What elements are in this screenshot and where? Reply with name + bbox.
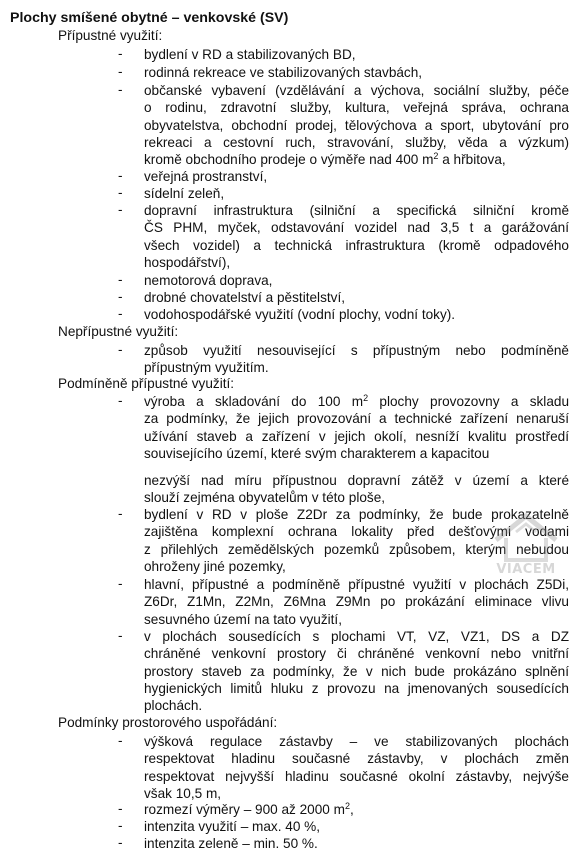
section-heading: Přípustné využití: xyxy=(58,28,163,43)
list-item-text xyxy=(144,272,569,289)
document-title: Plochy smíšené obytné – venkovské (SV) xyxy=(10,10,289,26)
text-line: však 10,5 m, xyxy=(144,785,222,801)
list-dash: - xyxy=(118,342,123,357)
text-line: dopravní infrastruktura (silniční a specifická silniční kromě xyxy=(144,203,569,218)
list-dash: - xyxy=(118,576,123,591)
watermark-text: VIACEM xyxy=(496,562,556,577)
text-line: z přilehlých zemědělských pozemků způsobem, kterým nebudou xyxy=(144,541,569,557)
text-line: o rodinu, zdravotní služby, kultura, veřejná správa, ochrana xyxy=(144,100,569,116)
text-line: plochách. xyxy=(144,698,203,714)
list-dash: - xyxy=(118,64,123,79)
text-line: slouží zejména obyvatelům v této ploše, xyxy=(144,490,386,506)
list-dash: - xyxy=(118,801,123,816)
text-line: občanské vybavení (vzdělávání a výchova, sociální služby, péče xyxy=(144,83,569,98)
list-item-text xyxy=(144,168,569,185)
text-line: ČS PHM, myček, odstavování vozidel nad 3,5 t a garážování xyxy=(144,220,569,236)
text-line: Z6Dr, Z1Mn, Z2Mn, Z6Mna Z9Mn po prokázání eliminace vlivu xyxy=(144,594,569,610)
list-dash: - xyxy=(118,168,123,183)
list-item-text xyxy=(144,46,569,63)
text-line: souvisejícího území, které svým charakterem a kapacitou xyxy=(144,445,490,461)
list-item-text xyxy=(144,82,569,168)
text-line: hlavní, přípustné a podmíněně přípustné využití v plochách Z5Di, xyxy=(144,577,569,592)
list-item-text xyxy=(144,472,569,507)
text-line: kromě obchodního prodeje o výměře nad 400 $m^2$ a hřbitova, xyxy=(144,151,506,168)
text-line: sídelní zeleň, xyxy=(144,186,225,201)
list-item-text xyxy=(144,801,569,818)
text-line: chráněné venkovní prostory či chráněné venkovní nebo vnitřní xyxy=(144,646,569,662)
list-item-text xyxy=(144,733,569,802)
house-logo-icon xyxy=(486,510,566,566)
list-dash: - xyxy=(118,82,123,97)
text-line: ohroženy jiné pozemky, xyxy=(144,558,286,574)
text-line: sesuvného území na tato využití, xyxy=(144,611,342,627)
list-dash: - xyxy=(118,185,123,200)
text-line: drobné chovatelství a pěstitelství, xyxy=(144,290,345,305)
list-dash: - xyxy=(118,289,123,304)
text-line: výšková regulace zástavby – ve stabilizovaných plochách xyxy=(144,734,569,749)
list-item-text xyxy=(144,289,569,306)
list-item-text xyxy=(144,576,569,628)
text-line: v plochách sousedících s plochami VT, VZ, VZ1, DS a DZ xyxy=(144,629,569,644)
list-item-text xyxy=(144,818,569,835)
text-line: rozmezí výměry – 900 až 2000 $m^2$, xyxy=(144,801,354,817)
text-line: zajištěna komplexní ochrana lokality před dešťovými vodami xyxy=(144,524,569,540)
text-line: obyvatelstva, obchodní prodej, tělovýchova a sport, ubytování pro xyxy=(144,117,569,133)
text-line: bydlení v RD a stabilizovaných BD, xyxy=(144,47,356,62)
list-dash: - xyxy=(118,272,123,287)
list-dash: - xyxy=(118,733,123,748)
text-line: intenzita zeleně – min. 50 %. xyxy=(144,836,318,851)
list-dash: - xyxy=(118,818,123,833)
list-dash: - xyxy=(118,506,123,521)
text-line: vodohospodářské využití (vodní plochy, vodní toky). xyxy=(144,307,456,322)
text-line: bydlení v RD v ploše Z2Dr za podmínky, že bude prokazatelně xyxy=(144,507,569,522)
text-line: výroba a skladování do 100 $m^2$ plochy provozovny a skladu xyxy=(144,393,570,409)
list-item-text xyxy=(144,342,569,377)
list-dash: - xyxy=(118,835,123,850)
list-dash: - xyxy=(118,628,123,643)
text-line: respektovat hladinu současné zástavby, v plochách změn xyxy=(144,751,569,767)
text-line: všech vozidel) a technická infrastruktura (kromě odpadového xyxy=(144,237,569,253)
list-item-text xyxy=(144,306,569,323)
text-line: rekreaci a cestovní ruch, stravování, služby, věda a výzkum) xyxy=(144,134,569,150)
text-line: způsob využití nesouvisející s přípustným nebo podmíněně xyxy=(144,343,569,358)
list-item-text xyxy=(144,835,569,852)
text-line: veřejná prostranství, xyxy=(144,169,268,184)
text-line: užívání staveb a zařízení v jejich okolí, nesníží kvalitu prostředí xyxy=(144,428,569,444)
list-item-text xyxy=(144,64,569,81)
watermark xyxy=(486,510,566,580)
list-dash: - xyxy=(118,46,123,61)
text-line: nemotorová doprava, xyxy=(144,273,273,288)
section-heading: Podmínky prostorového uspořádání: xyxy=(58,715,278,730)
text-line: za podmínky, že jejich provozování a technické zařízení nenaruší xyxy=(144,411,569,427)
list-item-text xyxy=(144,393,569,462)
text-line: rodinná rekreace ve stabilizovaných stavbách, xyxy=(144,65,423,80)
text-line: hygienických limitů hluku z provozu na jmenovaných sousedících xyxy=(144,680,569,696)
section-heading: Podmíněně přípustné využití: xyxy=(58,376,235,391)
list-dash: - xyxy=(118,393,123,408)
text-line: přípustným využitím. xyxy=(144,360,269,376)
text-line: nezvýší nad míru přípustnou dopravní zátěž v území a které xyxy=(144,473,569,488)
text-line: hospodářství), xyxy=(144,254,231,270)
text-line: respektovat nejvyšší hladinu současné okolní zástavby, nejvýše xyxy=(144,768,569,784)
list-dash: - xyxy=(118,306,123,321)
text-line: prostory staveb za podmínky, že v nich bude prokázáno splnění xyxy=(144,663,569,679)
section-heading: Nepřípustné využití: xyxy=(58,324,179,339)
list-item-text xyxy=(144,628,569,714)
text-line: intenzita využití – max. 40 %, xyxy=(144,819,321,834)
list-item-text xyxy=(144,185,569,202)
list-item-text xyxy=(144,202,569,271)
list-dash: - xyxy=(118,202,123,217)
